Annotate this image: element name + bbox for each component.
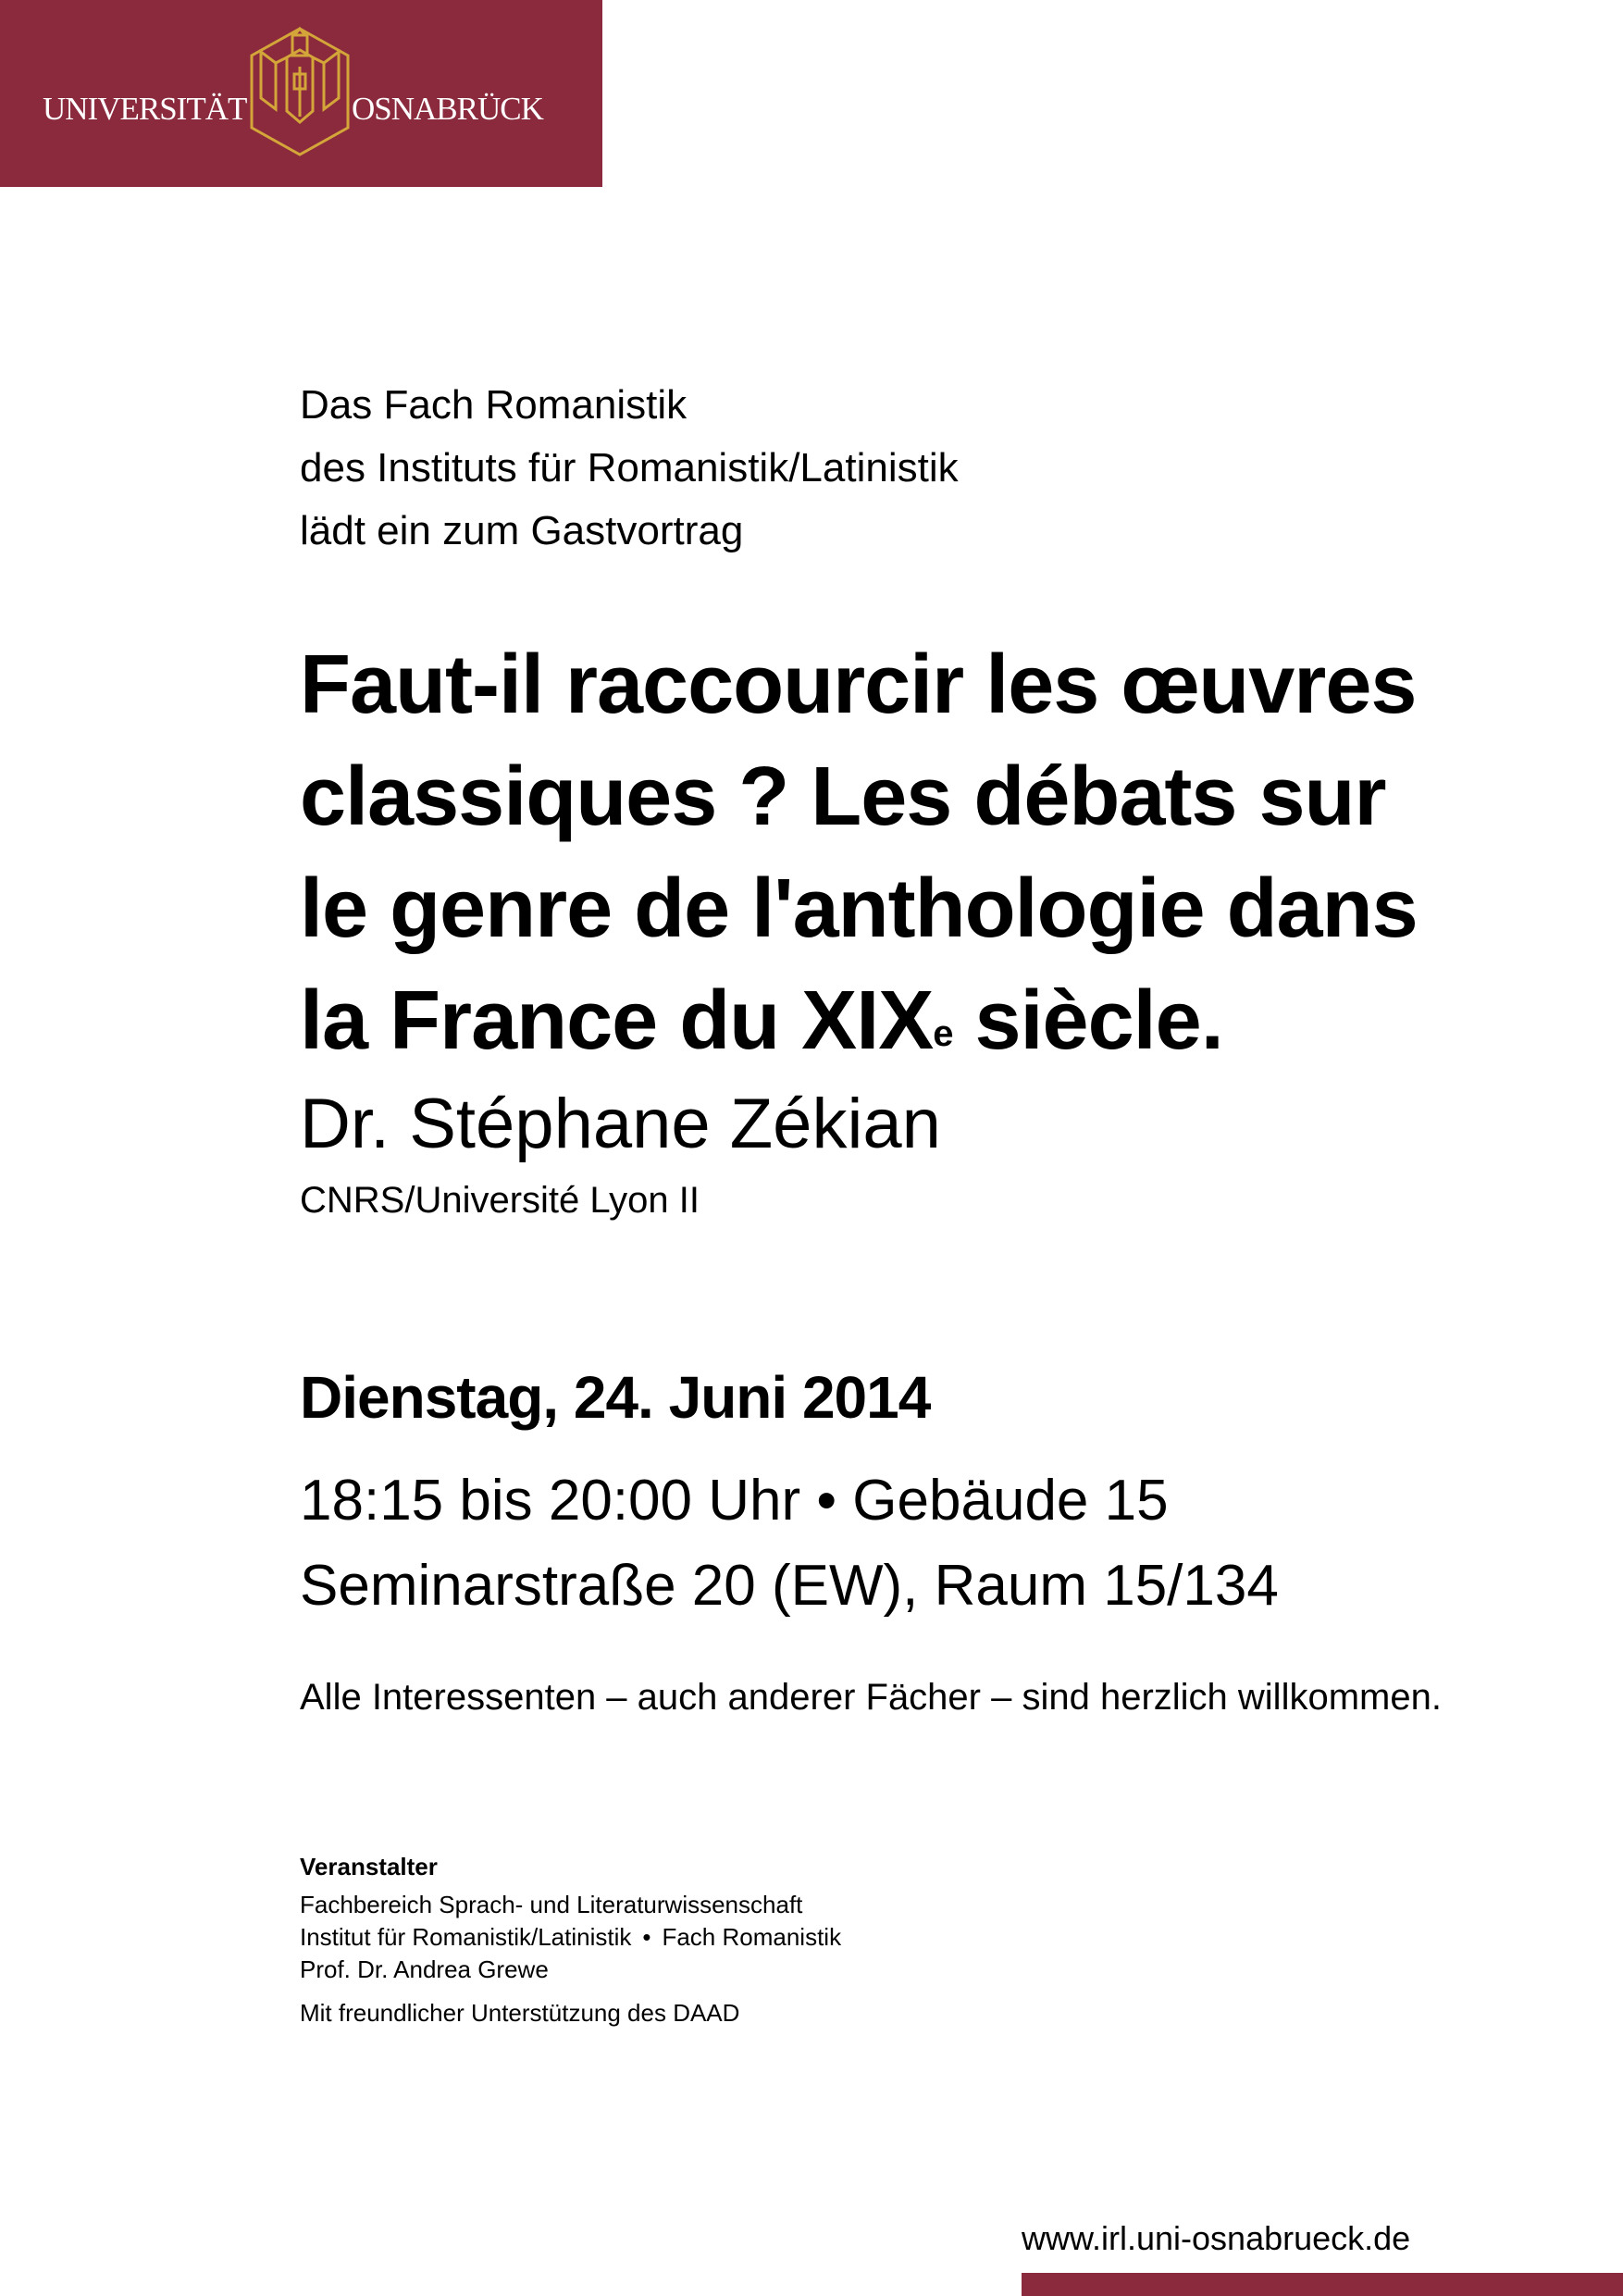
logo-text-left: UNIVERSITÄT [43, 91, 247, 127]
event-time-building: 18:15 bis 20:00 Uhr • Gebäude 15 [300, 1469, 1169, 1533]
title-line: le genre de l'anthologie dans [300, 863, 1418, 955]
organizer-support: Mit freundlicher Unterstützung des DAAD [300, 1999, 740, 2027]
title-line: Faut-il raccourcir les œuvres [300, 639, 1417, 731]
event-time-place [300, 1458, 1279, 1629]
organizer-subject: Fach Romanistik [662, 1923, 842, 1951]
footer-bar [1022, 2273, 1623, 2296]
welcome-note: Alle Interessenten – auch anderer Fächer – sind herzlich willkommen. [300, 1677, 1442, 1718]
organizer-block [300, 1851, 841, 2029]
speaker-affiliation: CNRS/Université Lyon II [300, 1180, 700, 1221]
intro-line: des Instituts für Romanistik/Latinistik [300, 445, 959, 490]
organizer-heading: Veranstalter [300, 1853, 438, 1880]
organizer-separator: • [642, 1923, 651, 1951]
organizer-line: Prof. Dr. Andrea Grewe [300, 1955, 549, 1983]
university-emblem-icon [248, 26, 352, 157]
intro-line: lädt ein zum Gastvortrag [300, 508, 744, 553]
organizer-institute: Institut für Romanistik/Latinistik [300, 1923, 632, 1951]
event-date: Dienstag, 24. Juni 2014 [300, 1364, 931, 1431]
title-line [300, 965, 1503, 1077]
title-line-4-post: siècle. [952, 974, 1223, 1067]
invitation-intro [300, 374, 959, 563]
header-band [0, 0, 602, 187]
logo-text-right: OSNABRÜCK [352, 91, 543, 127]
title-superscript: e [933, 1013, 953, 1054]
title-line-4-pre: la France du XIX [300, 974, 934, 1067]
organizer-line: Fachbereich Sprach- und Literaturwissenschaft [300, 1891, 803, 1918]
title-line: classiques ? Les débats sur [300, 751, 1386, 843]
intro-line: Das Fach Romanistik [300, 382, 688, 428]
event-address-room: Seminarstraße 20 (EW), Raum 15/134 [300, 1554, 1279, 1618]
organizer-line [300, 1921, 841, 1954]
lecture-title [300, 629, 1503, 1077]
website-link[interactable]: www.irl.uni-osnabrueck.de [1022, 2219, 1411, 2257]
speaker-name: Dr. Stéphane Zékian [300, 1085, 941, 1163]
